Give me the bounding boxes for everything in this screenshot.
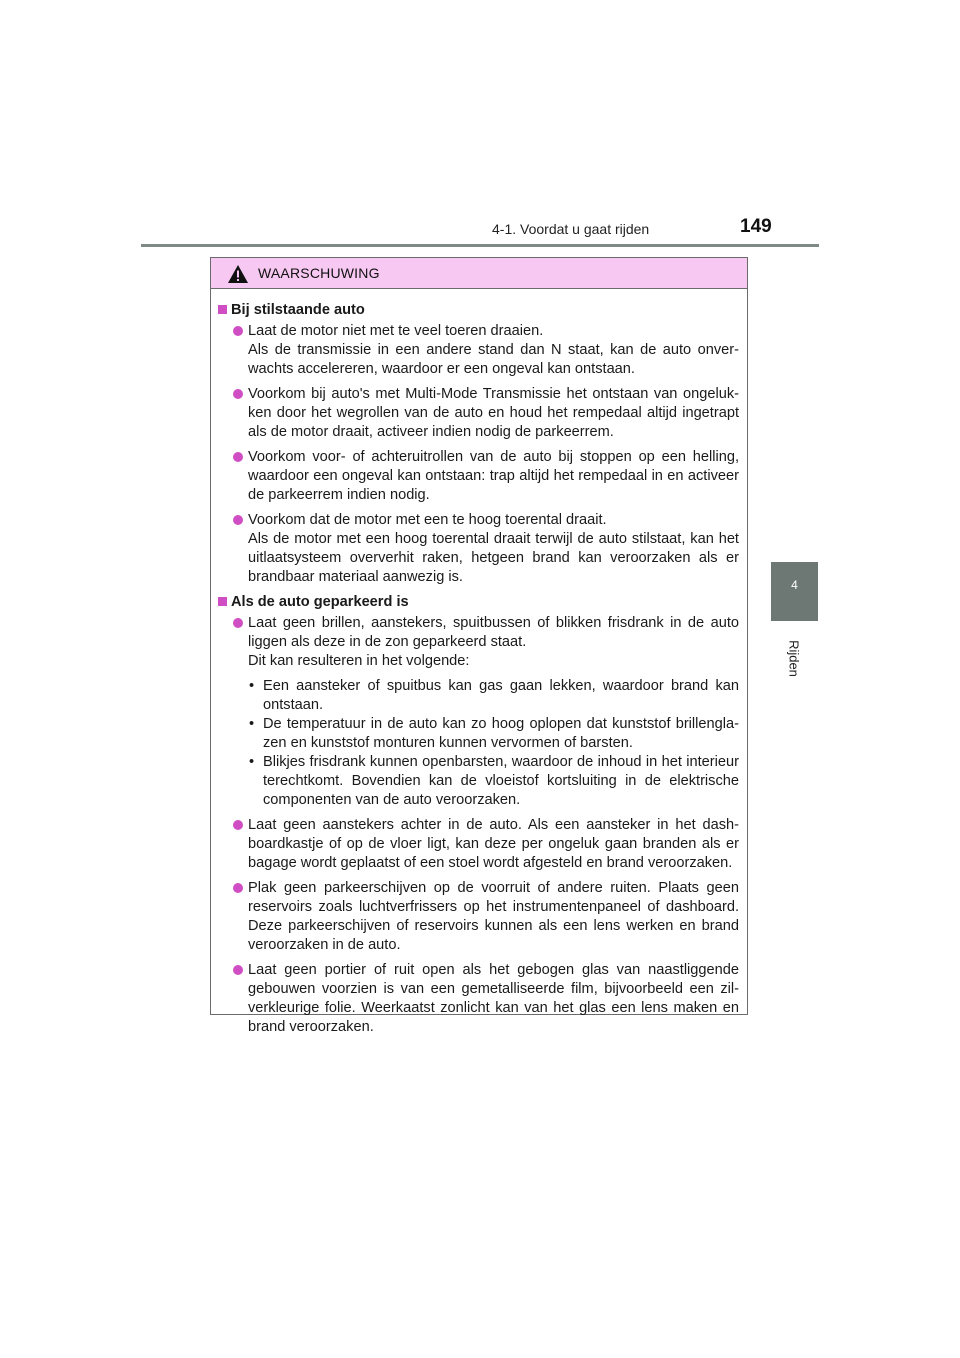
section-heading <box>218 301 739 320</box>
warning-box <box>210 257 748 1035</box>
list-item-text: Voorkom bij auto's met Multi-Mode Transmissie het ontstaan van ongelukken door het wegrollen van de auto en houd het rempedaal altijd ingetrapt als de motor draait, activeer indien nodig de parkeerrem. <box>248 386 739 440</box>
list-item <box>218 385 739 442</box>
section-title: 4-1. Voordat u gaat rijden <box>492 221 650 237</box>
square-bullet-icon <box>218 597 227 606</box>
circle-bullet-icon <box>233 883 243 893</box>
circle-bullet-icon <box>233 820 243 830</box>
list-item-text: Laat geen portier of ruit open als het gebogen glas van naastliggende gebouwen voorzien is van een gemetalliseerde film, bijvoorbeeld een zilverkleurige folie. Weerkaatst zonlicht kan van het glas een lens maken en brand veroorzaken. <box>248 962 739 1035</box>
circle-bullet-icon <box>233 618 243 628</box>
header-divider <box>141 244 819 247</box>
list-item <box>218 961 739 1037</box>
list-item-text: Als de transmissie in een andere stand dan N staat, kan de auto onverwachts accelereren, waardoor er een ongeval kan ontstaan. <box>248 342 739 377</box>
list-item <box>218 511 739 587</box>
list-item-text: Laat de motor niet met te veel toeren draaien. <box>248 323 544 339</box>
sub-list-item: • De temperatuur in de auto kan zo hoog oplopen dat kunststof brillenglazen en kunststof monturen kunnen vervormen of barsten. <box>248 715 739 753</box>
list-item-text: Voorkom voor- of achteruitrollen van de auto bij stoppen op een helling, waardoor een ongeval kan ontstaan: trap altijd het rempedaal in en activeer de parkeerrem indien nodig. <box>248 449 739 503</box>
list-item-text: Voorkom dat de motor met een te hoog toerental draait. <box>248 512 607 528</box>
page-number: 149 <box>740 216 772 237</box>
list-item <box>218 816 739 873</box>
circle-bullet-icon <box>233 515 243 525</box>
circle-bullet-icon <box>233 326 243 336</box>
warning-title: WAARSCHUWING <box>258 265 380 281</box>
sub-list-item: • Blikjes frisdrank kunnen openbarsten, waardoor de inhoud in het interieur terechtkomt. Bovendien kan de vloeistof kortsluiting in de elektrische componenten van de auto veroorzaken. <box>248 753 739 810</box>
list-item-text: Dit kan resulteren in het volgende: <box>248 653 470 669</box>
list-item-text: Laat geen brillen, aanstekers, spuitbussen of blikken frisdrank in de auto liggen als deze in de zon geparkeerd staat. <box>248 615 739 650</box>
warning-header <box>211 258 747 289</box>
section-heading-text: Als de auto geparkeerd is <box>231 594 409 610</box>
warning-content <box>211 289 747 1037</box>
section-heading <box>218 593 739 612</box>
list-item-text: Als de motor met een hoog toerental draait terwijl de auto stilstaat, kan het uitlaatsysteem oververhit raken, hetgeen brand kan veroorzaken als er brandbaar materiaal aanwezig is. <box>248 531 739 585</box>
sub-list-item: • Een aansteker of spuitbus kan gas gaan lekken, waardoor brand kan ontstaan. <box>248 677 739 715</box>
chapter-tab-number: 4 <box>791 578 798 592</box>
square-bullet-icon <box>218 305 227 314</box>
list-item <box>218 322 739 379</box>
circle-bullet-icon <box>233 452 243 462</box>
chapter-label: Rijden <box>786 640 802 677</box>
list-item <box>218 448 739 505</box>
list-item-text: Laat geen aanstekers achter in de auto. Als een aansteker in het dashboardkastje of op de vloer ligt, kan deze per ongeluk gaan branden als er bagage wordt geplaatst of een stoel wordt afgesteld en brand veroorzaken. <box>248 817 739 871</box>
list-item <box>218 879 739 955</box>
list-item-text: Plak geen parkeerschijven op de voorruit of andere ruiten. Plaats geen reservoirs zoals luchtverfrissers op het instrumentenpaneel of dashboard. Deze parkeerschijven of reservoirs kunnen als een lens werken en brand veroorzaken in de auto. <box>248 880 739 953</box>
sub-list <box>248 677 739 810</box>
section-heading-text: Bij stilstaande auto <box>231 302 365 318</box>
circle-bullet-icon <box>233 965 243 975</box>
list-item <box>218 614 739 810</box>
circle-bullet-icon <box>233 389 243 399</box>
warning-triangle-icon <box>227 264 249 284</box>
